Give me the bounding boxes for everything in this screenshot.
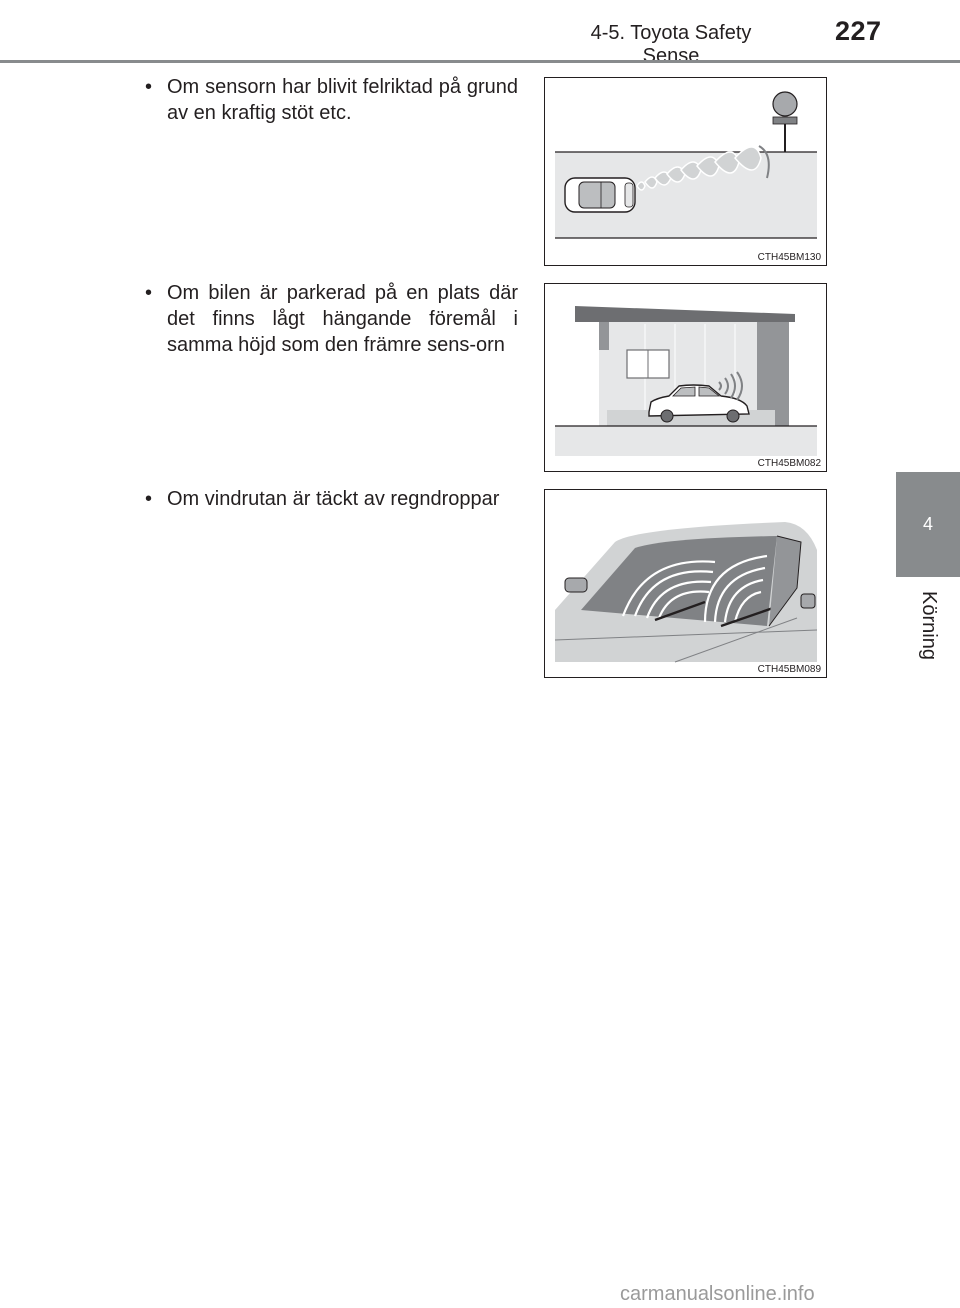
bullet-dot: • [145, 488, 153, 510]
misaligned-sensor-illustration [545, 78, 827, 266]
section-title: 4-5. Toyota Safety Sense [590, 22, 752, 67]
figure-raindrops-windshield [544, 489, 827, 678]
watermark-text: carmanualsonline.info [620, 1283, 815, 1305]
figure-low-hanging-object [544, 283, 827, 472]
figure-code: CTH45BM082 [755, 458, 821, 469]
page-number: 227 [835, 16, 882, 46]
figure-misaligned-sensor [544, 77, 827, 266]
bullet-dot: • [145, 76, 153, 98]
raindrops-windshield-illustration [545, 490, 827, 678]
bullet-dot: • [145, 282, 153, 304]
bullet-item-raindrops [145, 486, 518, 512]
low-hanging-object-illustration [545, 284, 827, 472]
header-divider [0, 60, 960, 63]
bullet-text: Om bilen är parkerad på en plats där det finns lågt hängande föremål i samma höjd som den främre sens-orn [167, 282, 518, 356]
chapter-number: 4 [922, 514, 933, 534]
bullet-item-low-hanging-object [145, 280, 518, 358]
figure-code: CTH45BM089 [755, 664, 821, 675]
bullet-text: Om vindrutan är täckt av regndroppar [167, 488, 500, 510]
bullet-item-misaligned-sensor [145, 74, 518, 126]
bullet-text: Om sensorn har blivit felriktad på grund av en kraftig stöt etc. [167, 76, 518, 124]
figure-code: CTH45BM130 [755, 252, 821, 263]
chapter-title: Körning [917, 590, 940, 660]
chapter-label [896, 580, 960, 670]
chapter-tab[interactable] [896, 472, 960, 577]
